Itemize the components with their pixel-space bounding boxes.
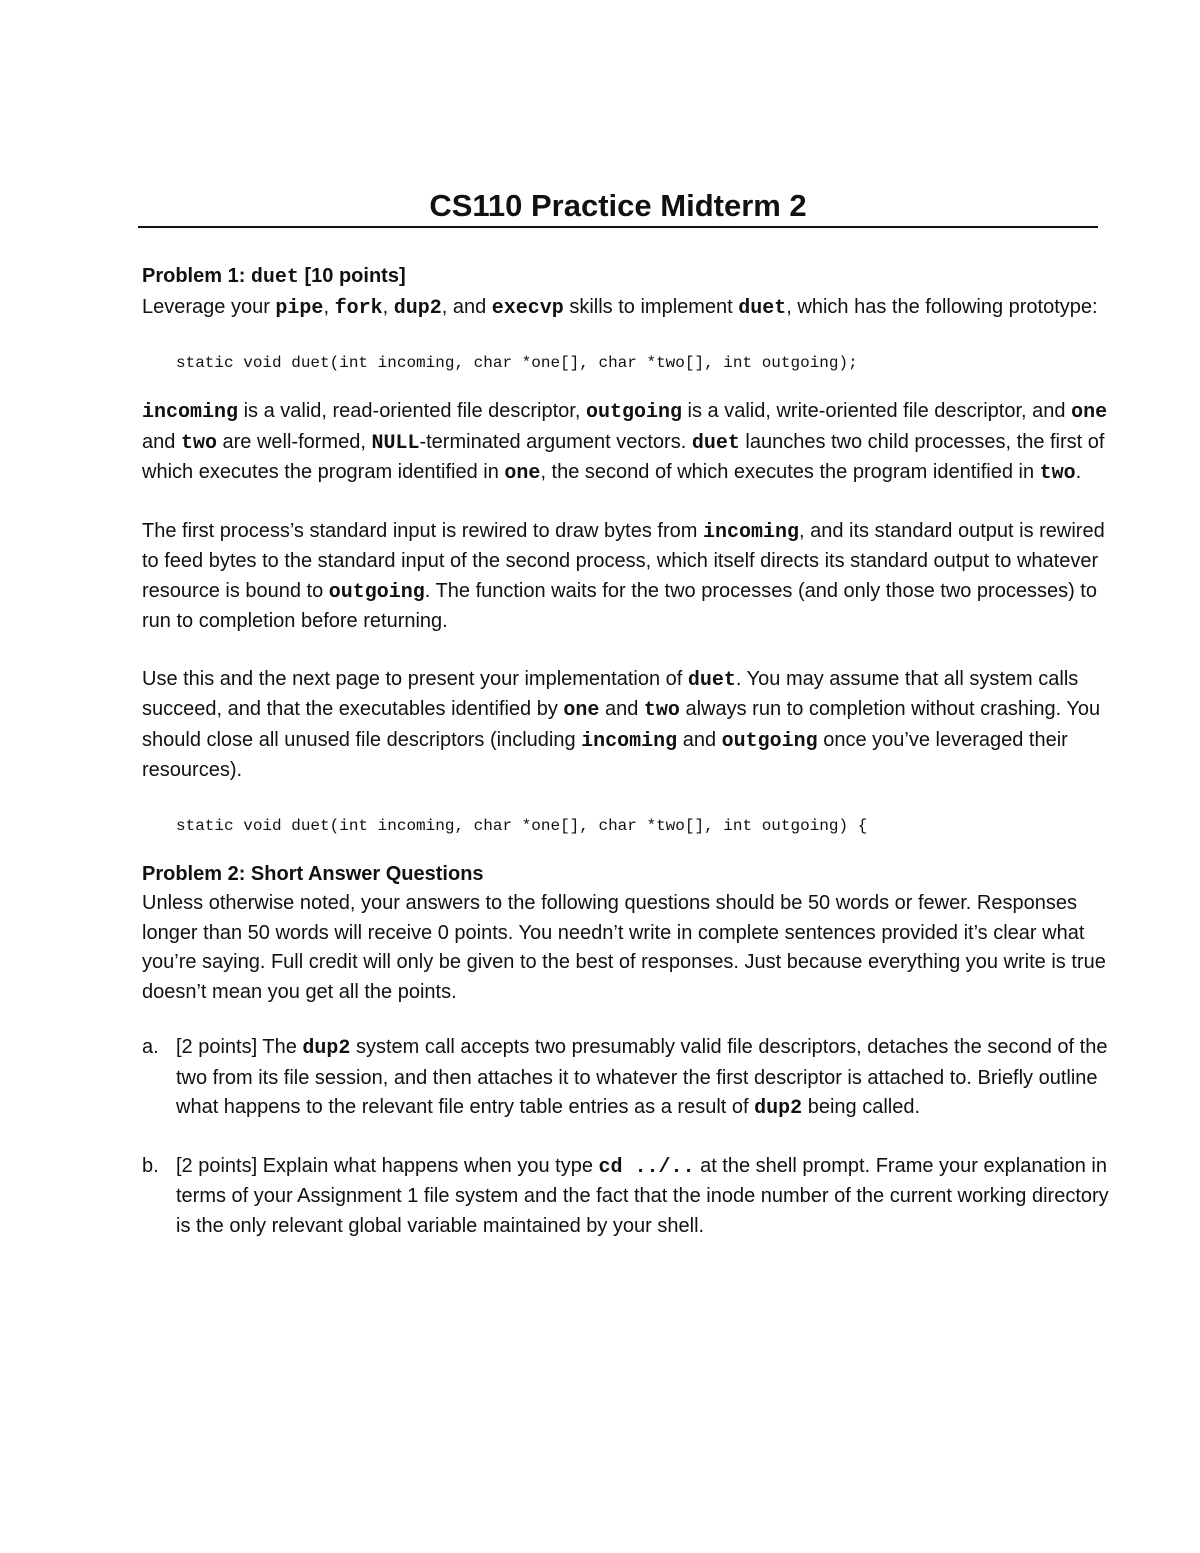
code-dup2: dup2 bbox=[393, 296, 442, 320]
code-execvp: execvp bbox=[491, 296, 564, 320]
implementation-start: static void duet(int incoming, char *one[], char *two[], int outgoing) { bbox=[176, 816, 868, 835]
heading-code-duet: duet bbox=[250, 266, 299, 289]
title-rule bbox=[138, 226, 1098, 228]
function-prototype: static void duet(int incoming, char *one[], char *two[], int outgoing); bbox=[176, 354, 858, 372]
problem1-paragraph-3: Use this and the next page to present your implementation of duet. You may assume that all system calls succeed, and that the executables identified by one and two always run to completion without crashing. You should close all unused file descriptors (including incoming and outgoing once you’ve leveraged their resources). bbox=[142, 667, 1101, 781]
problem2-intro: Unless otherwise noted, your answers to the following questions should be 50 words or fewer. Responses longer than 50 words will receive 0 points. You needn’t write in complete sentences provided it’s clear what you’re saying. Full credit will only be given to the best of responses. Just because everything you write is true doesn’t mean you get all the points. bbox=[142, 892, 1106, 1003]
question-b: b. [2 points] Explain what happens when you type cd ../.. at the shell prompt. Frame your explanation in terms of your Assignment 1 file system and the fact that the inode number of the current working directory is the only relevant global variable maintained by your shell. bbox=[142, 1152, 1122, 1242]
code-fork: fork bbox=[334, 296, 383, 320]
question-marker: b. bbox=[142, 1154, 159, 1177]
problem1-paragraph-2: The first process’s standard input is rewired to draw bytes from incoming, and its standard output is rewired to feed bytes to the standard input of the second process, which itself directs its standard output to whatever resource is bound to outgoing. The function waits for the two processes (and only those two processes) to run to completion before returning. bbox=[142, 519, 1105, 632]
document-body bbox=[142, 262, 1122, 1269]
question-a: a. [2 points] The dup2 system call accepts two presumably valid file descriptors, detaches the second of the two from its file session, and then attaches it to whatever the first descriptor is attached to. Briefly outline what happens to the relevant file entry table entries as a result of dup2 being called. bbox=[142, 1033, 1122, 1124]
code-pipe: pipe bbox=[275, 296, 324, 320]
problem1-heading: Problem 1: duet [10 points] bbox=[142, 265, 406, 289]
question-marker: a. bbox=[142, 1036, 159, 1058]
problem2-heading: Problem 2: Short Answer Questions bbox=[142, 862, 484, 885]
problem1-paragraph-1: incoming is a valid, read-oriented file descriptor, outgoing is a valid, write-oriented file descriptor, and one and two are well-formed, NULL-terminated argument vectors. duet launches two child processes, the first of which executes the program identified in one, the second of which executes the program identified in two. bbox=[142, 400, 1108, 485]
page-title: CS110 Practice Midterm 2 bbox=[429, 188, 807, 223]
short-answer-questions bbox=[142, 1033, 1122, 1241]
code-duet: duet bbox=[738, 296, 787, 320]
problem1-intro: Leverage your pipe, fork, dup2, and execvp skills to implement duet, which has the following prototype: bbox=[142, 295, 1098, 320]
